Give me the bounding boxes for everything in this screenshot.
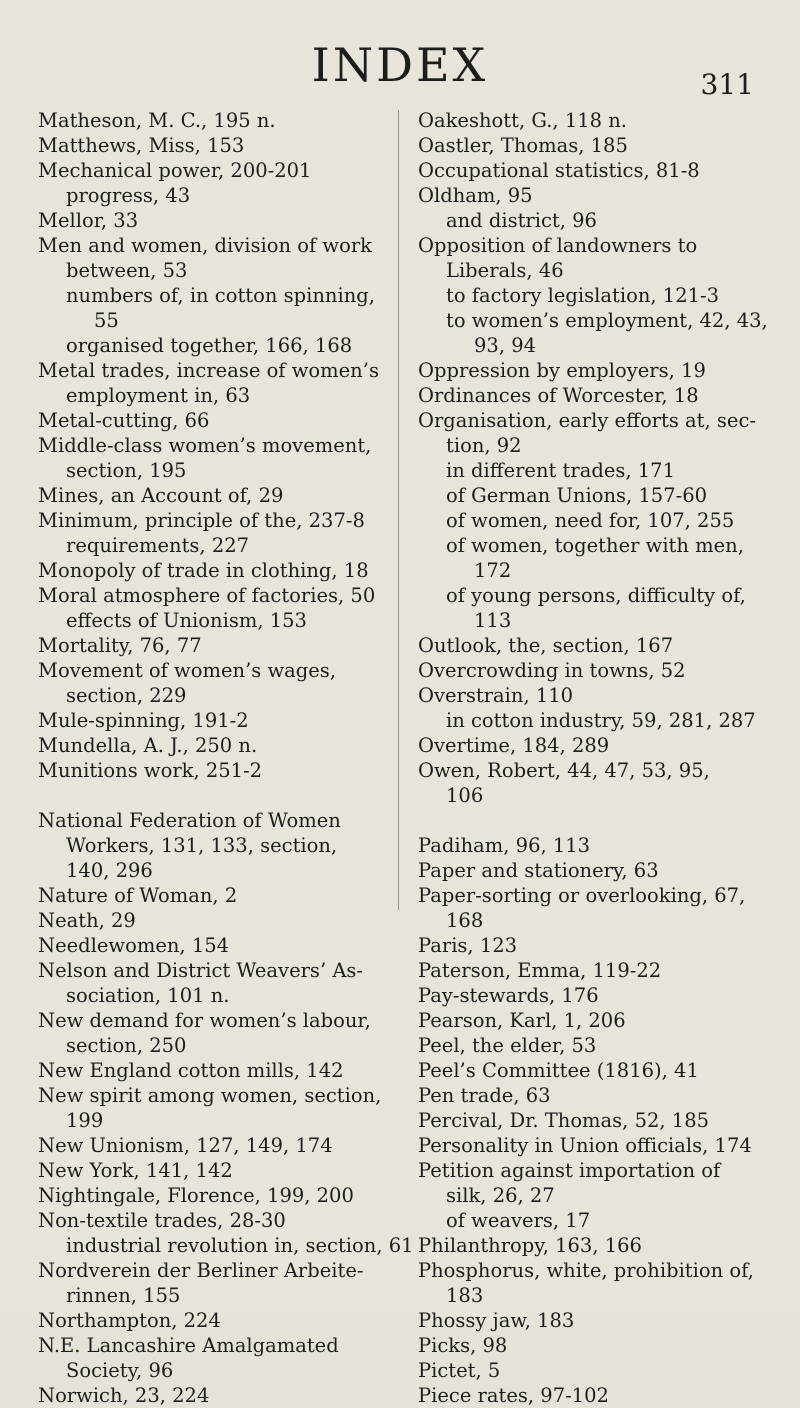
index-entry [38,658,383,708]
index-entry-line: organised together, 166, 168 [66,334,353,357]
index-entry-line: Percival, Dr. Thomas, 52, 185 [418,1109,710,1132]
index-entry-line: Mortality, 76, 77 [38,634,202,657]
index-entry-line: Nature of Woman, 2 [38,884,238,907]
index-entry [38,583,383,633]
column-divider [398,110,399,910]
index-entry [418,1033,768,1058]
index-entry [38,208,383,233]
index-entry-line: Society, 96 [66,1359,174,1382]
index-entry-line: Metal trades, increase of women’s [38,359,379,382]
index-entry-line: Organisation, early efforts at, sec- [418,409,756,432]
index-entry [418,1108,768,1133]
index-entry [38,558,383,583]
index-entry-line: of young persons, difficulty of, [446,584,746,607]
index-entry-line: Middle-class women’s movement, [38,434,372,457]
index-entry [418,858,768,883]
index-entry-line: Men and women, division of work [38,234,372,257]
index-entry-line: Nightingale, Florence, 199, 200 [38,1184,354,1207]
index-entry-line: Picks, 98 [418,1334,508,1357]
index-entry [418,1158,768,1208]
index-entry [418,133,768,158]
index-entry [38,933,383,958]
index-entry-line: Oastler, Thomas, 185 [418,134,628,157]
index-entry-line: Peel’s Committee (1816), 41 [418,1059,699,1082]
index-entry-line: Petition against importation of [418,1159,721,1182]
index-entry [418,1358,768,1383]
index-entry-line: Padiham, 96, 113 [418,834,591,857]
index-entry [38,108,383,133]
index-entry-line: in different trades, 171 [446,459,675,482]
index-entry-line: section, 229 [66,684,187,707]
index-entry-line: N.E. Lancashire Amalgamated [38,1334,339,1357]
index-entry [38,233,383,283]
index-entry-line: 199 [66,1109,104,1132]
index-entry [418,533,768,583]
index-entry-line: Phosphorus, white, prohibition of, [418,1259,754,1282]
index-entry-line: section, 195 [66,459,187,482]
index-entry-line: rinnen, 155 [66,1284,181,1307]
index-entry-line: Monopoly of trade in clothing, 18 [38,559,369,582]
index-entry-line: Northampton, 224 [38,1309,221,1332]
index-entry-line: New York, 141, 142 [38,1159,233,1182]
index-entry [418,1258,768,1308]
index-entry [38,1133,383,1158]
index-entry-line: Pay-stewards, 176 [418,984,599,1007]
index-entry-line: requirements, 227 [66,534,250,557]
index-column-right [418,108,768,1408]
index-entry-line: National Federation of Women [38,809,341,832]
index-entry [418,758,768,808]
index-entry-line: Mundella, A. J., 250 n. [38,734,258,757]
index-entry [418,658,768,683]
index-entry-line: Nordverein der Berliner Arbeite- [38,1259,364,1282]
index-entry-line: Nelson and District Weavers’ As- [38,959,364,982]
index-column-left [38,108,414,1408]
index-entry-line: numbers of, in cotton spinning, [66,284,375,307]
index-entry [38,1058,383,1083]
page-number: 311 [700,68,754,101]
index-entry [418,1008,768,1033]
index-entry-line: progress, 43 [66,184,191,207]
index-entry [418,833,768,858]
index-entry-line: tion, 92 [446,434,522,457]
index-entry-line: Norwich, 23, 224 [38,1384,210,1407]
index-entry-line: 172 [474,559,512,582]
index-entry [418,508,768,533]
index-entry [38,1333,383,1383]
index-entry [418,1383,768,1408]
index-entry-line: Non-textile trades, 28-30 [38,1209,286,1232]
index-entry-line: between, 53 [66,259,188,282]
index-entry-line: silk, 26, 27 [446,1184,555,1207]
index-entry-line: Philanthropy, 163, 166 [418,1234,642,1257]
index-entry-line: sociation, 101 n. [66,984,230,1007]
index-entry-line: Needlewomen, 154 [38,934,230,957]
index-entry-line: Ordinances of Worcester, 18 [418,384,699,407]
index-entry-line: to women’s employment, 42, 43, [446,309,768,332]
index-entry [38,908,383,933]
index-entry-line: Piece rates, 97-102 [418,1384,609,1407]
index-entry [418,883,768,933]
index-entry-line: 140, 296 [66,859,153,882]
index-entry [418,408,768,458]
index-entry-line: in cotton industry, 59, 281, 287 [446,709,756,732]
index-entry [418,108,768,133]
index-entry [38,1158,383,1183]
index-entry-line: and district, 96 [446,209,597,232]
index-entry-line: Mechanical power, 200-201 [38,159,312,182]
index-entry [38,1208,414,1258]
index-entry-line: Outlook, the, section, 167 [418,634,674,657]
index-entry [38,358,383,408]
index-entry [38,433,383,483]
index-entry-line: effects of Unionism, 153 [66,609,307,632]
index-entry-line: Phossy jaw, 183 [418,1309,575,1332]
index-entry-line: New demand for women’s labour, [38,1009,371,1032]
index-entry-line: 113 [474,609,512,632]
index-entry [418,1233,768,1258]
index-entry-line: to factory legislation, 121-3 [446,284,719,307]
index-entry-line: Oldham, 95 [418,184,533,207]
index-entry [38,1258,383,1308]
index-entry-line: Mule-spinning, 191-2 [38,709,249,732]
index-entry-line: New England cotton mills, 142 [38,1059,344,1082]
index-entry-line: New Unionism, 127, 149, 174 [38,1134,333,1157]
index-entry-line: Mines, an Account of, 29 [38,484,284,507]
index-entry [418,283,768,308]
index-entry-line: 93, 94 [474,334,537,357]
index-entry-line: of women, need for, 107, 255 [446,509,735,532]
index-entry [418,933,768,958]
index-entry [418,733,768,758]
index-entry [38,808,383,883]
index-entry-line: Metal-cutting, 66 [38,409,210,432]
index-entry [418,358,768,383]
index-entry-line: industrial revolution in, section, 61 [66,1234,414,1257]
index-entry-line: Paris, 123 [418,934,518,957]
index-entry [38,958,383,1008]
index-entry-line: Oppression by employers, 19 [418,359,706,382]
index-entry [418,958,768,983]
index-entry [38,508,383,558]
index-entry [38,733,383,758]
index-entry-line: Matthews, Miss, 153 [38,134,245,157]
index-entry-line: Pictet, 5 [418,1359,501,1382]
index-entry-line: Owen, Robert, 44, 47, 53, 95, [418,759,710,782]
index-entry [418,1333,768,1358]
index-entry-line: Moral atmosphere of factories, 50 [38,584,376,607]
index-entry-line: Munitions work, 251-2 [38,759,263,782]
index-entry-line: Neath, 29 [38,909,136,932]
index-entry [418,183,768,233]
index-entry-line: Peel, the elder, 53 [418,1034,597,1057]
index-entry-line: Liberals, 46 [446,259,564,282]
index-entry-line: Minimum, principle of the, 237-8 [38,509,365,532]
index-entry [38,158,383,208]
index-entry [418,583,768,633]
index-entry-line: Mellor, 33 [38,209,139,232]
index-entry-line: Pen trade, 63 [418,1084,551,1107]
index-entry-line: Opposition of landowners to [418,234,698,257]
index-entry [418,1208,768,1233]
index-entry-line: of women, together with men, [446,534,744,557]
index-entry [418,633,768,658]
index-entry-line: 106 [446,784,484,807]
index-entry [38,408,383,433]
index-entry [418,1058,768,1083]
index-entry [38,1008,383,1058]
index-entry-line: Paper and stationery, 63 [418,859,659,882]
index-entry [418,308,768,358]
index-entry [418,158,768,183]
index-entry-line: Paterson, Emma, 119-22 [418,959,662,982]
index-entry [38,883,383,908]
index-entry [418,233,768,283]
index-entry [38,333,383,358]
index-entry-line: 55 [94,309,119,332]
index-entry-line: Overstrain, 110 [418,684,574,707]
index-entry [418,1083,768,1108]
index-entry-line: of weavers, 17 [446,1209,591,1232]
index-entry-line: employment in, 63 [66,384,251,407]
index-entry-line: Overcrowding in towns, 52 [418,659,686,682]
index-entry [38,633,383,658]
index-entry-line: Overtime, 184, 289 [418,734,610,757]
index-entry-line: Matheson, M. C., 195 n. [38,109,276,132]
index-entry [418,458,768,483]
page-title: INDEX [311,38,489,92]
index-entry-line: Movement of women’s wages, [38,659,337,682]
index-entry-line: 183 [446,1284,484,1307]
index-entry-line: of German Unions, 157-60 [446,484,708,507]
index-entry [38,758,383,783]
index-entry-line: Personality in Union officials, 174 [418,1134,752,1157]
index-entry-line: New spirit among women, section, [38,1084,382,1107]
index-entry [38,283,383,333]
index-entry [418,483,768,508]
index-entry-line: 168 [446,909,484,932]
index-entry [418,983,768,1008]
index-entry [418,383,768,408]
index-entry [38,1383,383,1408]
index-entry [38,708,383,733]
index-entry [38,1183,383,1208]
index-entry [38,483,383,508]
index-entry [38,1308,383,1333]
index-entry-line: section, 250 [66,1034,187,1057]
index-entry [418,1308,768,1333]
index-entry [418,1133,768,1158]
index-entry-line: Paper-sorting or overlooking, 67, [418,884,746,907]
index-entry [38,133,383,158]
index-entry-line: Occupational statistics, 81-8 [418,159,700,182]
index-entry [418,683,768,733]
index-entry-line: Workers, 131, 133, section, [66,834,338,857]
index-entry-line: Oakeshott, G., 118 n. [418,109,627,132]
index-entry [38,1083,383,1133]
index-entry-line: Pearson, Karl, 1, 206 [418,1009,626,1032]
